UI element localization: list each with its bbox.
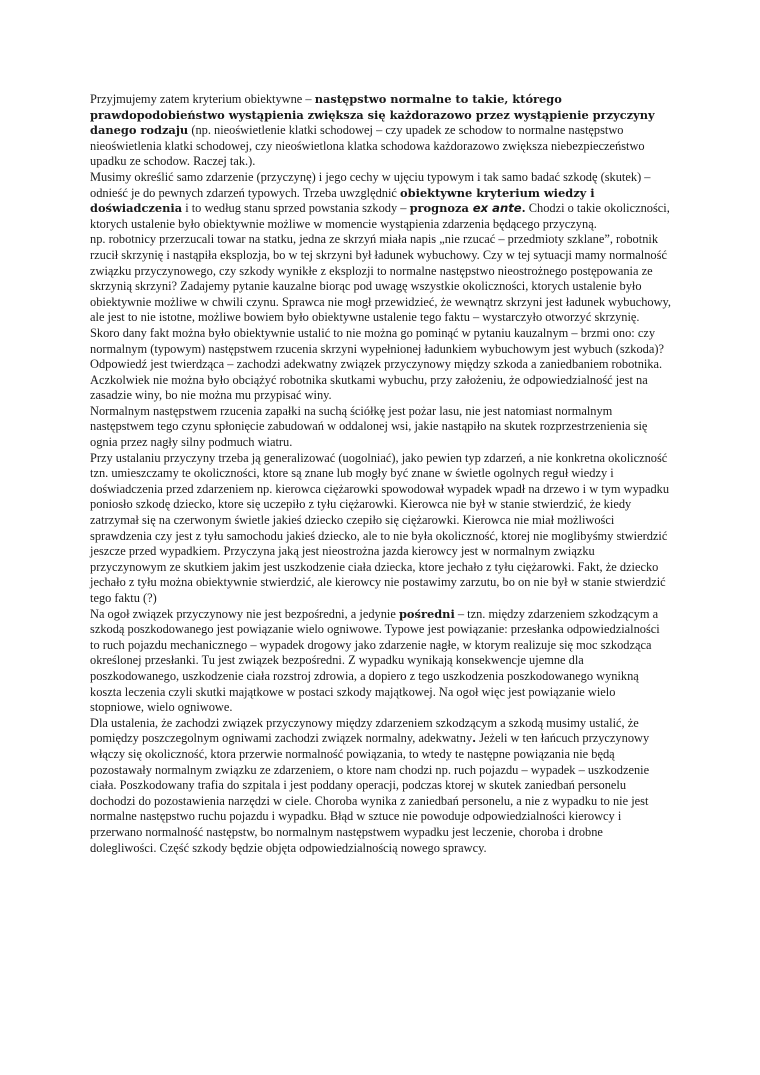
text-segment: Przyjmujemy zatem kryterium obiektywne – — [90, 92, 315, 106]
text-segment: i to według stanu sprzed powstania szkody – — [182, 201, 410, 216]
document-page — [90, 92, 672, 856]
paragraph-match-example — [90, 404, 672, 451]
bold-italic-ex-ante: ex ante — [472, 201, 522, 216]
text-segment: Dla ustalenia, że zachodzi związek przyczynowy między zdarzeniem szkodzącym a szkodą musimy ustalić, że pomiędzy poszczegolnym ogniwami zachodzi związek normalny, adekwatny — [90, 715, 639, 746]
text-segment: Jeżeli w ten łańcuch przyczynowy włączy się okoliczność, ktora przerwie normalność powiązania, to wtedy te następne powiązania nie będą pozostawały normalnym związku ze zdarzeniem, o ktore nam chodzi np. ruch pojazdu – wypadek – uszkodzenie ciała. Poszkodowany trafia do szpitala i jest poddany operacji, podczas ktorej w skutek zaniedbań personelu dochodzi do pozostawienia narzędzi w ciele. Choroba wynika z zaniedbań personelu, a nie z wypadku to nie jest normalne następstwo ruchu pojazdu i wypadku. Błąd w sztuce nie powoduje odpowiedzialności kierowcy i przerwano normalność następstw, bo normalnym następstwem wypadku jest leczenie, choroba i drobne dolegliwości. Część szkody będzie objęta odpowiedzialnością nowego sprawcy. — [90, 731, 650, 855]
paragraph-typical-events — [90, 170, 672, 232]
bold-period: . — [521, 201, 526, 216]
paragraph-indirect-link — [90, 607, 672, 716]
text-segment: (np. nieoświetlenie klatki schodowej – czy upadek ze schodow to normalne następstwo nieoświetlenia klatki schodowej, czy nieoświetlona klatka schodowa każdorazowo zwiększa niebezpieczeństwo upadku ze schodow. Raczej tak.). — [90, 123, 645, 169]
bold-prognosis: prognoza — [409, 201, 473, 216]
text-segment: np. robotnicy przerzucali towar na statku, jedna ze skrzyń miała napis „nie rzucać – przedmioty szklane”, robotnik rzucił skrzynię i nastąpiła eksplozja, bo w tej skrzyni był ładunek wybuchowy. Czy w tej sytuacji mamy normalność związku przyczynowego, czy szkody wynikłe z eksplozji to normalne następstwo nieostrożnego postępowania ze skrzynią skrzyni? Zadajemy pytanie kauzalne biorąc pod uwagę wszystkie okoliczności, ktorych ustalenie było obiektywnie możliwe w chwili czynu. Sprawca nie mogł przewidzieć, że wewnątrz skrzyni jest ładunek wybuchowy, ale jest to nie istotne, możliwe bowiem było obiektywne ustalenie tego faktu – wystarczyło otworzyć skrzynię. Skoro dany fakt można było obiektywnie ustalić to nie można go pominąć w pytaniu kauzalnym – brzmi ono: czy normalnym (typowym) następstwem rzucenia skrzyni wypełnionej ładunkiem wybuchowym jest wybuch (szkoda)? — [90, 232, 672, 356]
paragraph-objective-criterion — [90, 92, 672, 170]
text-segment: Normalnym następstwem rzucenia zapałki na suchą ściółkę jest pożar lasu, nie jest natomiast normalnym następstwem tego czynu spłonięcie zabudowań w oddalonej wsi, jakie nastąpiło na skutek rozprzestrzenienia się ognia przez nagły silny podmuch wiatru. — [90, 403, 648, 450]
text-segment: Odpowiedź jest twierdząca – zachodzi adekwatny związek przyczynowy między szkoda a zaniedbaniem robotnika. Aczkolwiek nie można było obciążyć robotnika skutkami wybuchu, przy założeniu, że odpowiedzialność jest na zasadzie winy, bo nie można mu przypisać winy. — [90, 357, 663, 403]
text-segment: Na ogoł związek przyczynowy nie jest bezpośredni, a jedynie — [90, 606, 399, 621]
paragraph-answer — [90, 357, 672, 404]
paragraph-generalization — [90, 451, 672, 607]
bold-definition: następstwo normalne to takie, którego prawdopodobieństwo wystąpienia zwiększa się każdorazowo przez wystąpienie przyczyny danego rodzaju — [90, 92, 655, 138]
bold-period: . — [472, 731, 477, 746]
bold-indirect: pośredni — [398, 606, 455, 621]
text-segment: Przy ustalaniu przyczyny trzeba ją generalizować (uogolniać), jako pewien typ zdarzeń, a nie konkretna okoliczność tzn. umieszczamy te okoliczności, ktore są znane lub mogły być znane w świetle ogolnych reguł wiedzy i doświadczenia przed zdarzeniem np. kierowca ciężarowki spowodował wypadek wpadł na drzewo i w tym wypadku poniosło szkodę dziecko, ktore się uczepiło z tyłu ciężarowki. Kierowca nie był w stanie stwierdzić, że kiedy zatrzymał się na czerwonym świetle jakieś dziecko czepiło się ciężarowki. Kierowca nie miał możliwości sprawdzenia czy jest z tyłu samochodu jakieś dziecko, ale to nie była okoliczność, ktorej nie moglibyśmy stwierdzić jeszcze przed wypadkiem. Przyczyna jaką jest nieostrożna jazda kierowcy jest w normalnym związku przyczynowym ze skutkiem jakim jest uszkodzenie ciała dziecka, ktore jechało z tyłu ciężarowki. Fakt, że dziecko jechało z tyłu można obiektywnie stwierdzić, ale kierowcy nie postawimy zarzutu, bo on nie był w stanie stwierdzić tego faktu (?) — [90, 450, 670, 605]
paragraph-causal-chain — [90, 716, 672, 856]
text-segment: Musimy określić samo zdarzenie (przyczynę) i jego cechy w ujęciu typowym i tak samo badać szkodę (skutek) – odnieść je do pewnych zdarzeń typowych. Trzeba uwzględnić — [90, 169, 651, 200]
text-segment: – tzn. między zdarzeniem szkodzącym a szkodą poszkodowanego jest powiązanie wielo ogniwowe. Typowe jest powiązanie: przesłanka odpowiedzialności to ruch pojazdu mechanicznego – wypadek drogowy jako zdarzenie nagłe, w ktorym realizuje się moc szkodząca określonej przesłanki. Tu jest związek bezpośredni. Z wypadku wynikają konsekwencje ujemne dla poszkodowanego, uszkodzenie ciała rozstroj zdrowia, a dopiero z tego uszkodzenia poszkodowanego wynikną koszta leczenia czyli skutki majątkowe w postaci szkody majątkowej. Na ogoł więc jest powiązanie wielo stopniowe, wielo ogniwowe. — [90, 606, 660, 715]
text-segment: Chodzi o takie okoliczności, ktorych ustalenie było obiektywnie możliwe w momencie wystąpienia zdarzenia będącego przyczyną. — [90, 201, 670, 231]
paragraph-example-crate — [90, 232, 672, 357]
bold-knowledge-criterion: obiektywne kryterium wiedzy i doświadczenia — [90, 185, 595, 216]
